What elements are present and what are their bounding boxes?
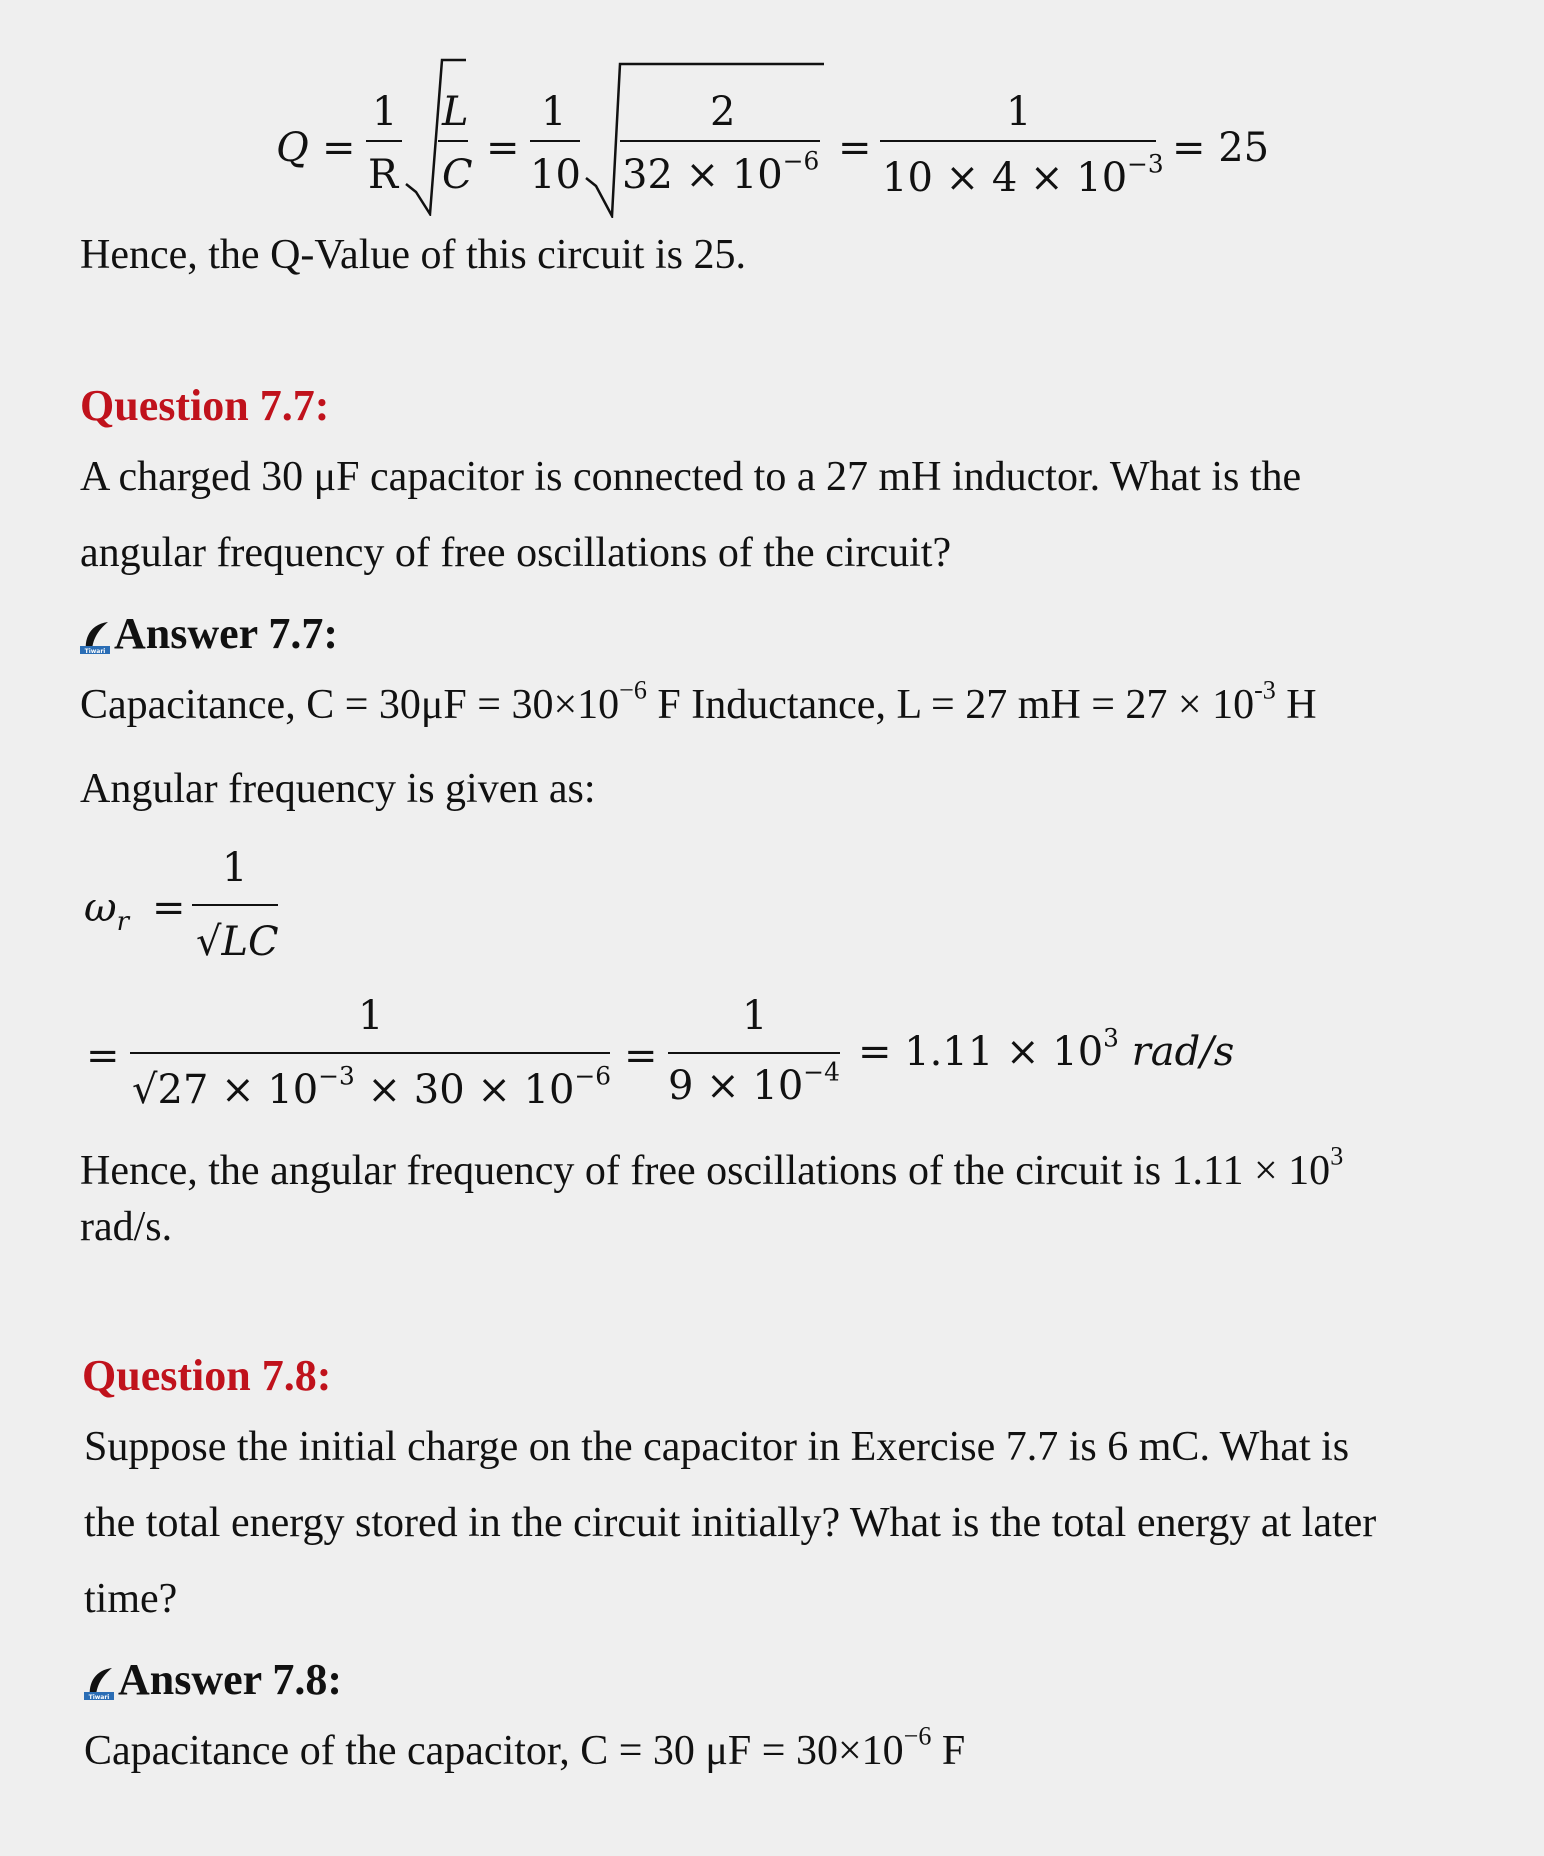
- question-7-8-line1: Suppose the initial charge on the capacitor in Exercise 7.7 is 6 mC. What is: [84, 1424, 1350, 1470]
- frac4-numerator: 2: [710, 89, 736, 135]
- eval-frac1-numerator: 1: [358, 993, 384, 1039]
- q-result: = 25: [1172, 125, 1270, 171]
- answer-7-8-title: Tiwari Answer 7.8:: [84, 1654, 342, 1705]
- equals-sign: =: [322, 125, 356, 171]
- q-conclusion: Hence, the Q-Value of this circuit is 25.: [80, 232, 746, 278]
- equals-sign: =: [486, 125, 520, 171]
- svg-text:Tiwari: Tiwari: [84, 647, 106, 655]
- omega-symbol: $\omega_r$: [84, 885, 130, 937]
- answer-7-7-given: Capacitance, $C = 30\mu F = 30\times 10^{-6}$ F Inductance, L = 27 mH = $27 \times 10^{-3}$ H: [80, 675, 1317, 728]
- frac4-denominator: $32 \times 10^{-6}$: [622, 146, 820, 198]
- frac2-bar: [438, 140, 468, 142]
- question-7-8-line3: time?: [84, 1576, 178, 1622]
- frac5-numerator: 1: [1006, 89, 1032, 135]
- frac3-bar: [530, 140, 580, 142]
- question-7-8-line2: the total energy stored in the circuit initially? What is the total energy at later: [84, 1500, 1377, 1546]
- eval-frac1-bar: [130, 1052, 610, 1054]
- frac3-numerator: 1: [541, 89, 567, 135]
- question-7-8-title: Question 7.8:: [82, 1351, 332, 1400]
- eval-frac1-denominator: $√27 \times 10^{-3} \times 30 \times 10^{-6}$: [132, 1061, 612, 1113]
- question-7-7-title: Question 7.7:: [80, 381, 330, 430]
- frac3-denominator: 10: [530, 152, 581, 198]
- question-7-7-line1: A charged 30 μF capacitor is connected to a 27 mH inductor. What is the: [80, 454, 1302, 500]
- frac1-denominator: R: [368, 152, 399, 198]
- equals-sign: =: [838, 125, 872, 171]
- q-symbol: Q: [276, 125, 309, 171]
- frac1-numerator: 1: [372, 89, 398, 135]
- equals-sign: =: [86, 1033, 120, 1079]
- omega-denominator: √LC: [196, 919, 279, 965]
- frac2-numerator: L: [442, 89, 469, 135]
- answer-7-7-title: Tiwari Answer 7.7:: [80, 608, 338, 659]
- equals-sign: =: [152, 885, 186, 931]
- eval-frac2-denominator: $9 \times 10^{-4}$: [668, 1057, 840, 1109]
- answer-7-7-conclusion-line1: Hence, the angular frequency of free oscillations of the circuit is $1.11 \times 10^3$: [80, 1141, 1344, 1194]
- answer-7-8-given: Capacitance of the capacitor, C = 30 $\mu F = 30\times 10^{-6}$ F: [84, 1721, 966, 1774]
- answer-7-7-intro: Angular frequency is given as:: [80, 766, 596, 812]
- equals-sign: =: [624, 1033, 658, 1079]
- omega-fraction-bar: [192, 904, 278, 906]
- omega-numerator: 1: [222, 845, 248, 891]
- frac1-bar: [366, 140, 402, 142]
- eval-frac2-bar: [668, 1052, 840, 1054]
- frac5-bar: [880, 140, 1156, 142]
- frac5-denominator: $10 \times 4 \times 10^{-3}$: [882, 149, 1164, 201]
- frac4-bar: [620, 140, 820, 142]
- svg-text:Tiwari: Tiwari: [88, 1693, 110, 1701]
- question-7-7-line2: angular frequency of free oscillations of the circuit?: [80, 530, 952, 576]
- tiwari-logo-icon: [80, 620, 112, 656]
- frac2-denominator: C: [442, 152, 473, 198]
- eval-frac2-numerator: 1: [742, 993, 768, 1039]
- answer-7-7-conclusion-line2: rad/s.: [80, 1204, 173, 1250]
- eval-result: = $1.11 \times 10^3$ rad/s: [858, 1023, 1235, 1075]
- tiwari-logo-icon: [84, 1666, 116, 1702]
